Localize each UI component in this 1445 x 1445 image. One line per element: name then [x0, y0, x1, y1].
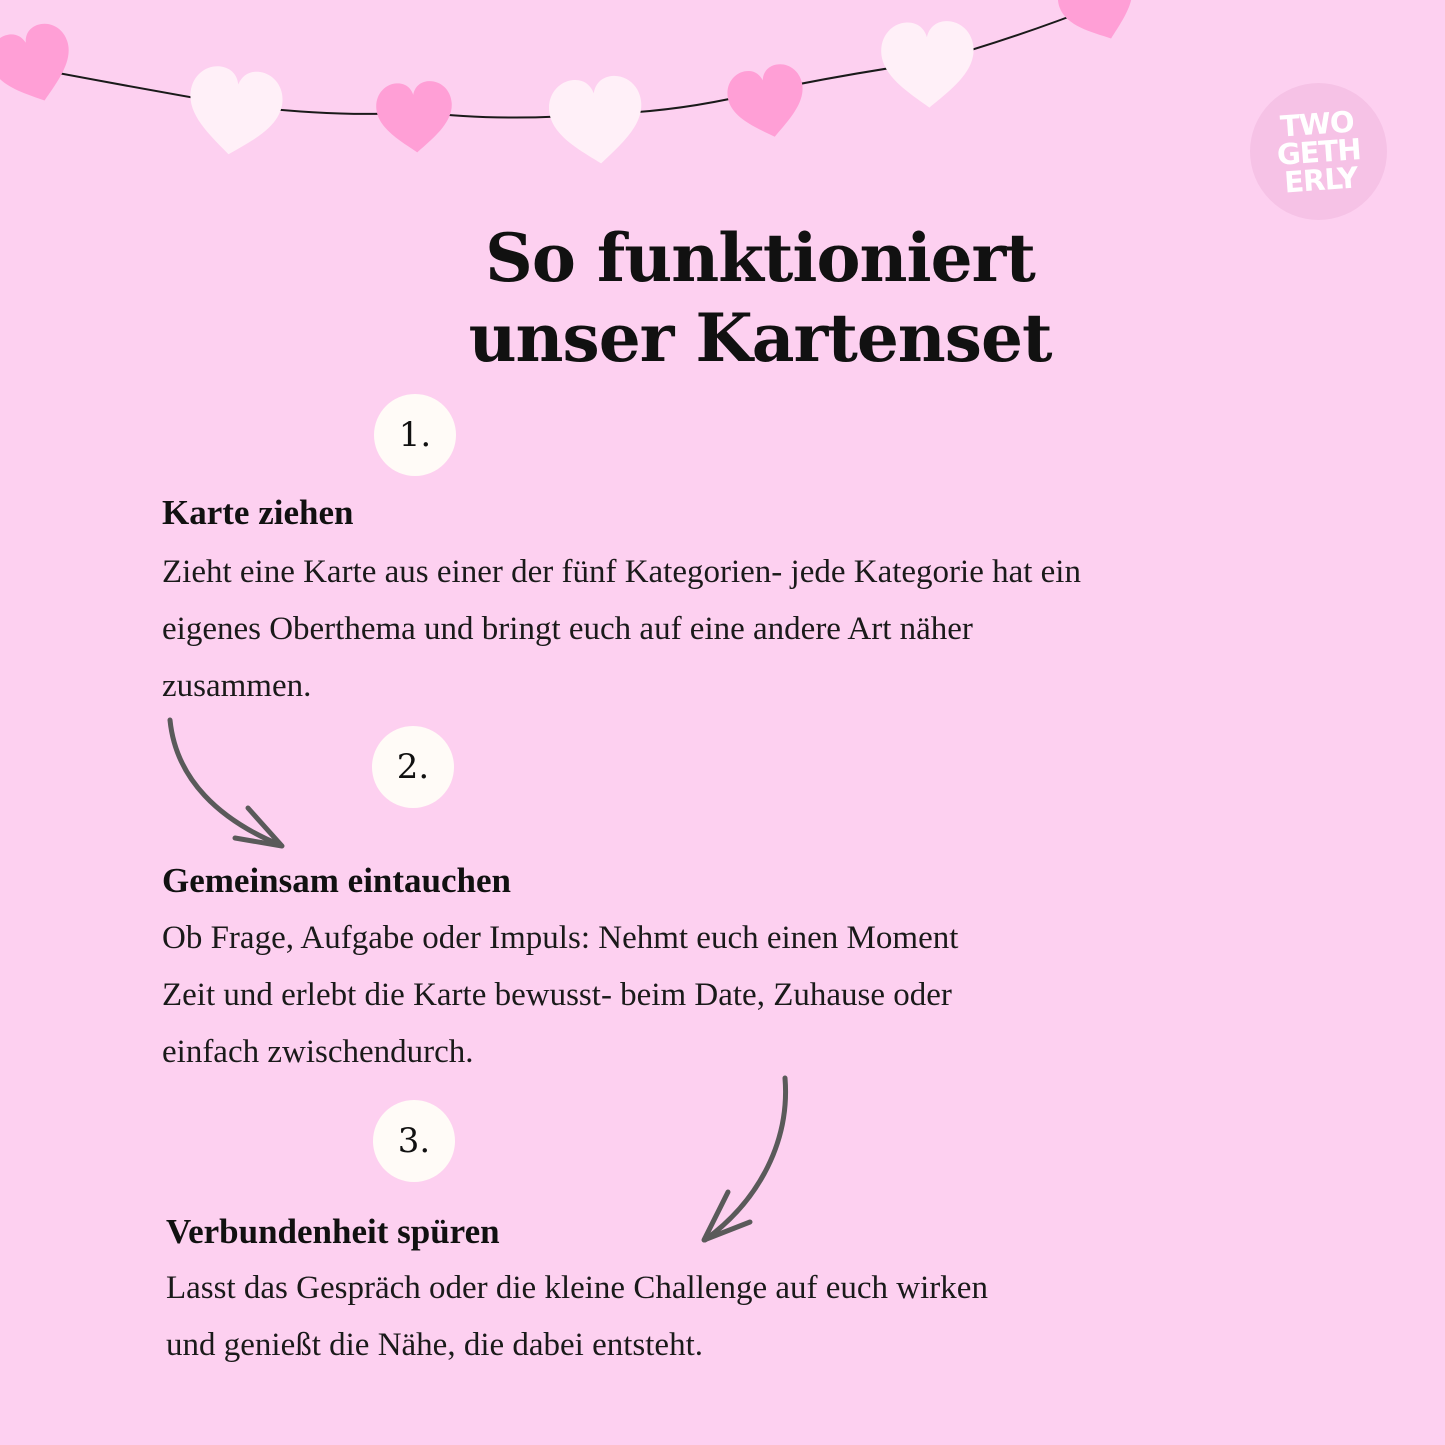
- page-title-line-2: unser Kartenset: [468, 299, 1052, 377]
- heart-icon: [0, 18, 83, 113]
- heart-icon: [375, 80, 455, 155]
- step-2-number-badge: 2.: [372, 726, 454, 808]
- step-3-text: Lasst das Gespräch oder die kleine Challenge auf euch wirken und genießt die Nähe, die dabei entsteht.: [166, 1270, 988, 1363]
- heart-icon: [546, 73, 647, 168]
- step-1-text: Zieht eine Karte aus einer der fünf Kategorien- jede Kategorie hat ein eigenes Oberthema und bringt euch auf eine andere Art näher zusammen.: [162, 554, 1081, 704]
- heart-icon: [1052, 0, 1147, 51]
- step-3-heading: Verbundenheit spüren: [166, 1212, 500, 1251]
- brand-logo-text: TWO GETH ERLY: [1275, 104, 1362, 199]
- step-2-heading: Gemeinsam eintauchen: [162, 861, 512, 900]
- step-3-number-badge: 3.: [373, 1100, 455, 1182]
- step-2-text: Ob Frage, Aufgabe oder Impuls: Nehmt euch einen Moment Zeit und erlebt die Karte bewusst- beim Date, Zuhause oder einfach zwischendurch.: [162, 920, 959, 1070]
- page-title-line-1: So funktioniert: [485, 219, 1035, 297]
- step-1-heading: Karte ziehen: [162, 493, 354, 532]
- heart-icon: [183, 63, 286, 161]
- brand-logo: [1250, 83, 1387, 220]
- heart-icon: [723, 60, 812, 144]
- heart-icon: [880, 20, 975, 109]
- page-title: [360, 218, 1160, 378]
- heart-garland: [0, 0, 1445, 200]
- step-1-number-badge: 1.: [374, 394, 456, 476]
